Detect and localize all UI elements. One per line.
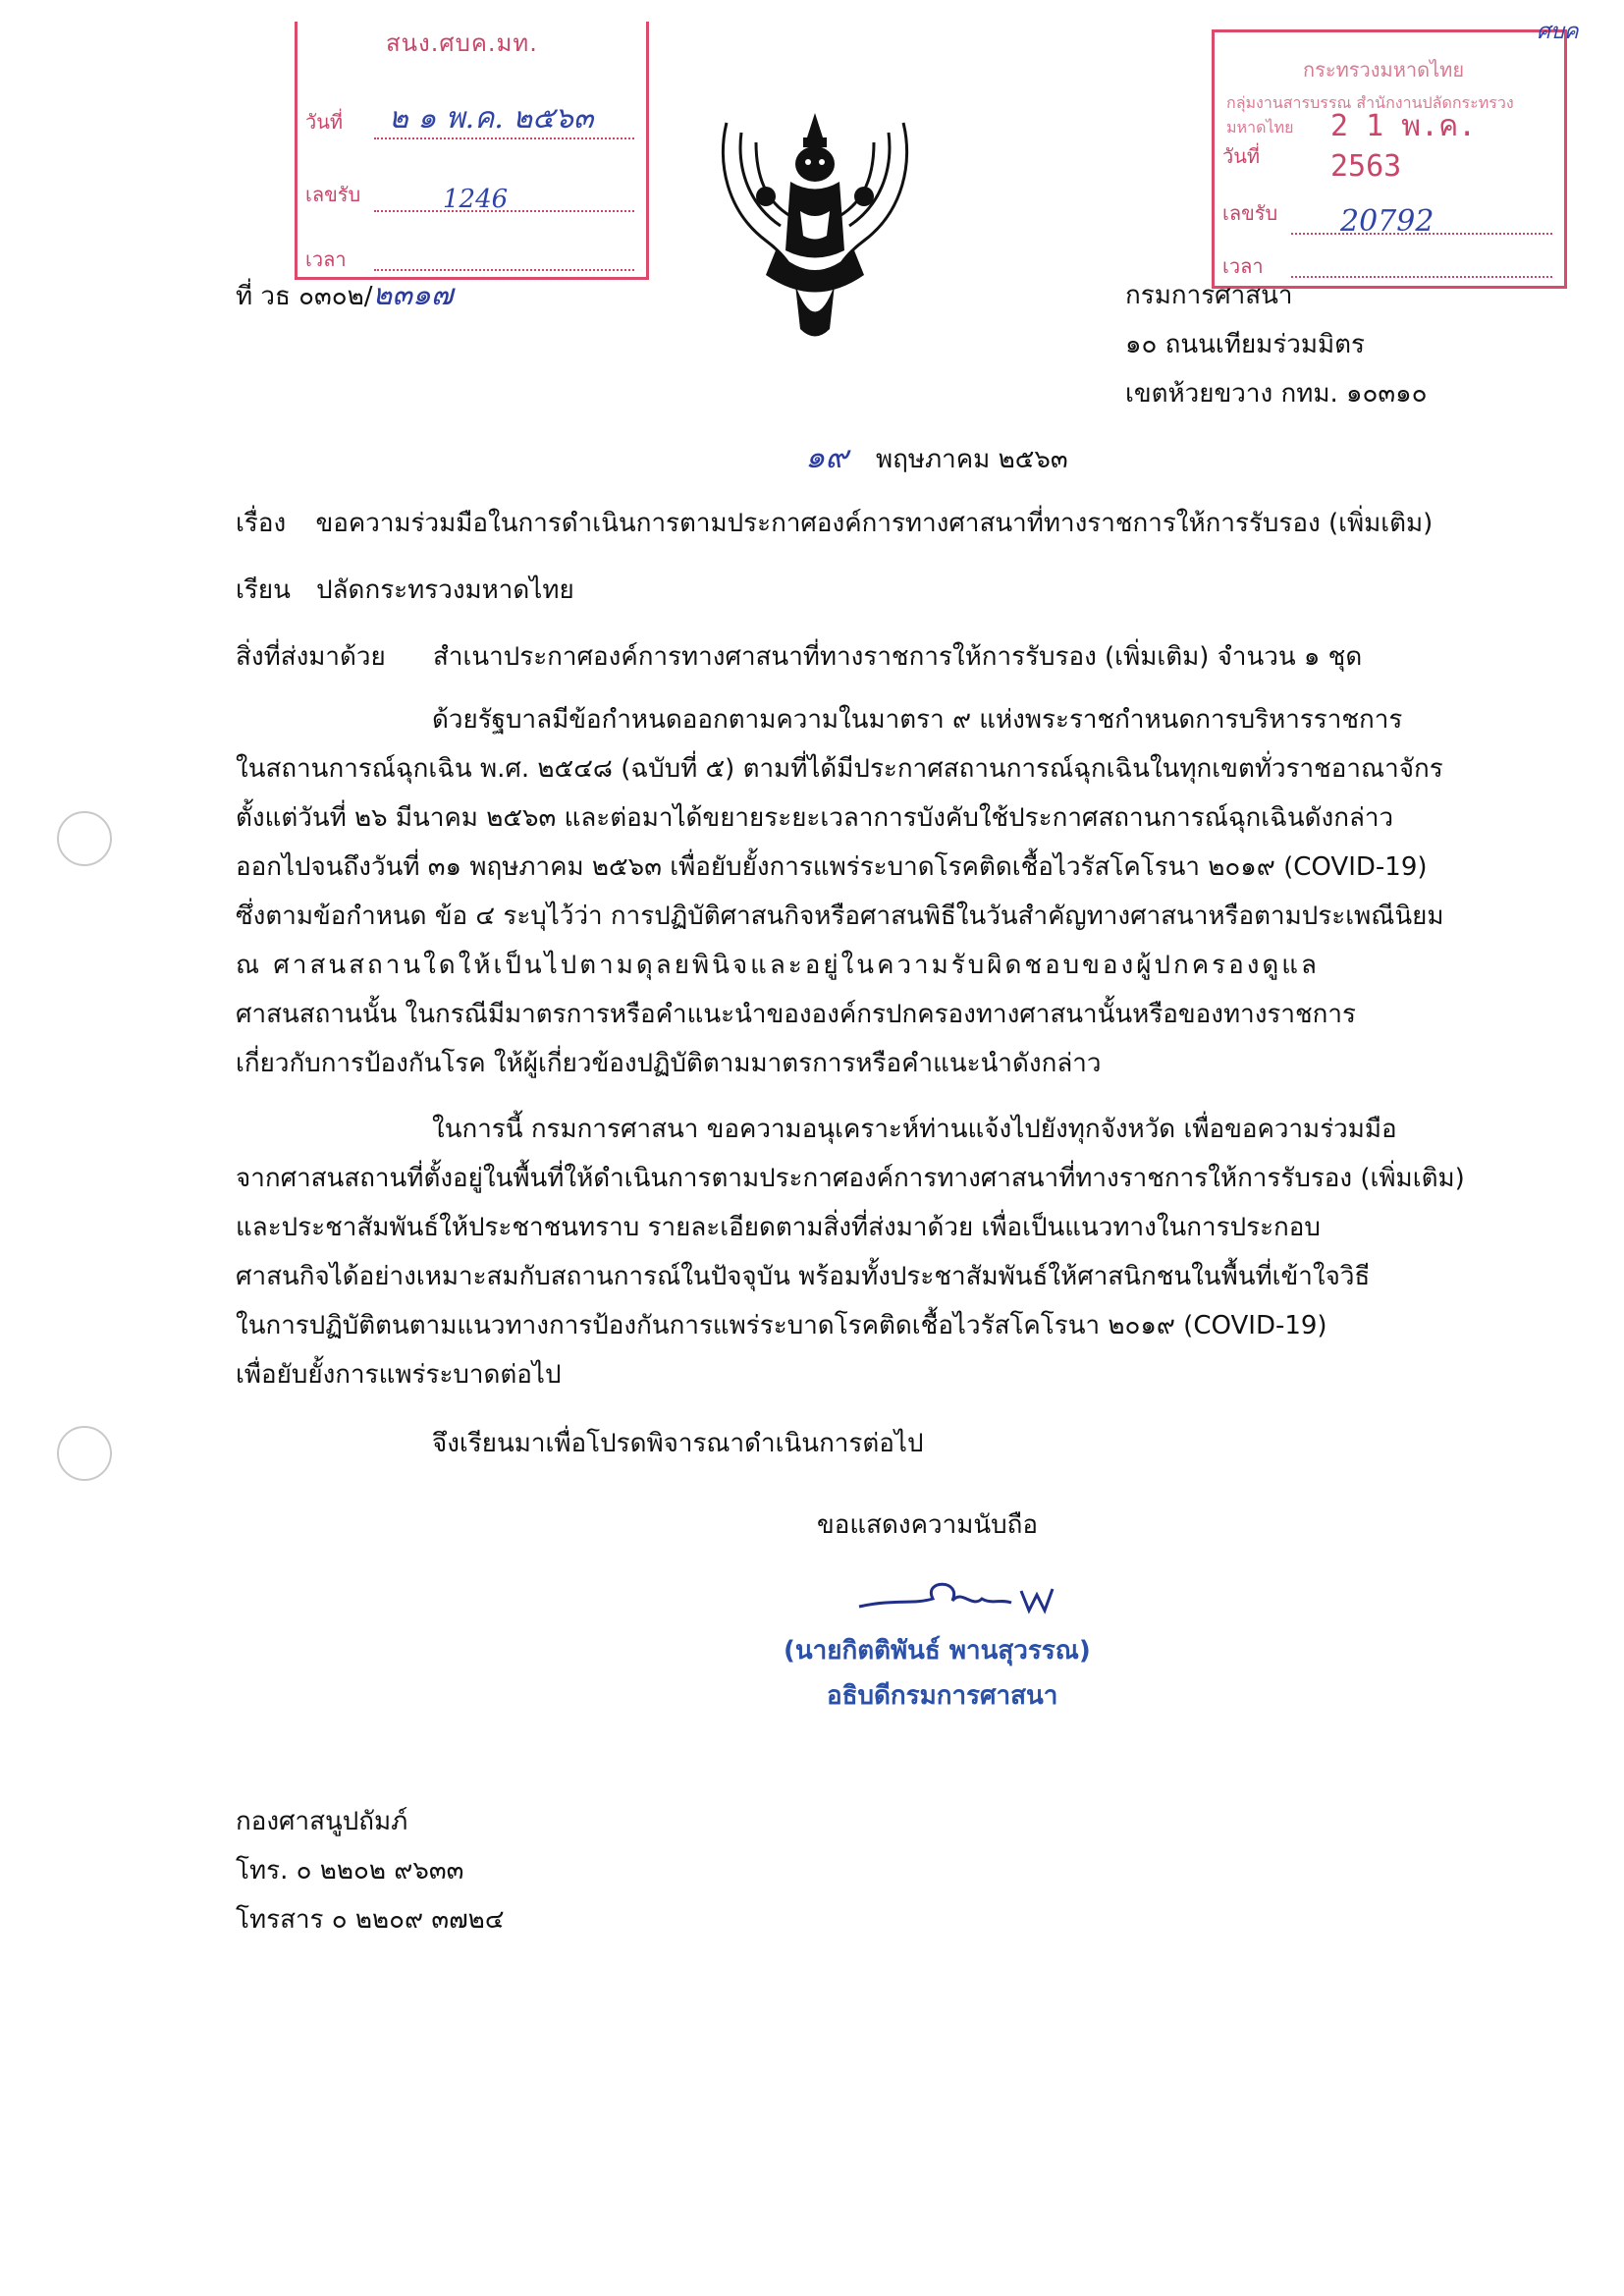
- punch-hole-top: [57, 811, 112, 866]
- sender-address-line-2: ๑๐ ถนนเทียมร่วมมิตร: [1125, 330, 1366, 359]
- para1-line: ออกไปจนถึงวันที่ ๓๑ พฤษภาคม ๒๕๖๓ เพื่อยับยั้งการแพร่ระบาดโรคติดเชื้อไวรัสโคโรนา ๒๐๑๙ (COVID-19): [236, 852, 1428, 882]
- regards-line: ขอแสดงความนับถือ: [817, 1510, 1038, 1540]
- signer-name: (นายกิตติพันธ์ พานสุวรรณ): [784, 1636, 1091, 1666]
- stamp-org: สนง.ศบค.มท.: [386, 29, 538, 57]
- recipient-label: เรียน: [236, 575, 291, 605]
- footer-department: กองศาสนูปถัมภ์: [236, 1807, 408, 1836]
- para2-line: จากศาสนสถานที่ตั้งอยู่ในพื้นที่ให้ดำเนินการตามประกาศองค์การทางศาสนาที่ทางราชการให้การรับรอง (เพิ่มเติม): [236, 1164, 1465, 1193]
- stamp-recv-row: [305, 179, 634, 218]
- stamp-right-org2: กลุ่มงานสารบรรณ สำนักงานปลัดกระทรวงมหาดไทย: [1226, 93, 1514, 137]
- punch-hole-bottom: [57, 1426, 112, 1481]
- garuda-emblem-icon: [707, 103, 923, 349]
- footer-fax: โทรสาร ๐ ๒๒๐๙ ๓๗๒๔: [236, 1905, 505, 1935]
- enclosure-text: สำเนาประกาศองค์การทางศาสนาที่ทางราชการให้การรับรอง (เพิ่มเติม) จำนวน ๑ ชุด: [433, 642, 1363, 672]
- stamp-right-date-label: วันที่: [1222, 144, 1261, 168]
- stamp-recv-label: เลขรับ: [305, 183, 361, 206]
- document-number: [236, 271, 453, 321]
- stamp-right-date-value: 2 1 พ.ค. 2563: [1330, 109, 1477, 184]
- document-number-handwritten: ๒๓๑๗: [372, 278, 454, 312]
- footer-phone: โทร. ๐ ๒๒๐๒ ๙๖๓๓: [236, 1856, 464, 1886]
- corner-handwritten-note: ศบค: [1537, 20, 1579, 44]
- stamp-right-recv-label: เลขรับ: [1222, 201, 1278, 225]
- stamp-right-org1: กระทรวงมหาดไทย: [1303, 58, 1465, 82]
- reception-stamp-left: [295, 22, 649, 280]
- stamp-date-value: ๒ ๑ พ.ค. ๒๕๖๓: [389, 101, 594, 136]
- sender-address-line-1: กรมการศาสนา: [1125, 281, 1293, 310]
- subject-line: [236, 499, 1433, 548]
- letter-date: [805, 432, 1068, 484]
- stamp-date-label: วันที่: [305, 110, 344, 134]
- body-paragraph-1: [236, 695, 1473, 1088]
- closing-line: จึงเรียนมาเพื่อโปรดพิจารณาดำเนินการต่อไป: [432, 1429, 924, 1458]
- subject-text: ขอความร่วมมือในการดำเนินการตามประกาศองค์การทางศาสนาที่ทางราชการให้การรับรอง (เพิ่มเติม): [315, 509, 1434, 538]
- body-paragraph-2: [236, 1105, 1473, 1399]
- enclosure-label: สิ่งที่ส่งมาด้วย: [236, 642, 386, 672]
- document-number-prefix: ที่ วธ ๐๓๐๒/: [236, 282, 373, 311]
- para1-line: ในสถานการณ์ฉุกเฉิน พ.ศ. ๒๕๔๘ (ฉบับที่ ๕) ตามที่ได้มีประกาศสถานการณ์ฉุกเฉินในทุกเขตทั่วราชอาณาจักร: [236, 754, 1443, 784]
- enclosure-line: [236, 632, 1362, 682]
- para2-line: ศาสนกิจได้อย่างเหมาะสมกับสถานการณ์ในปัจจุบัน พร้อมทั้งประชาสัมพันธ์ให้ศาสนิกชนในพื้นที่เข้าใจวิธี: [236, 1262, 1371, 1291]
- reception-stamp-right: [1212, 29, 1567, 289]
- stamp-right-recv-row: [1222, 197, 1552, 241]
- para2-line: ในการนี้ กรมการศาสนา ขอความอนุเคราะห์ท่านแจ้งไปยังทุกจังหวัด เพื่อขอความร่วมมือ: [432, 1115, 1397, 1144]
- stamp-right-recv-value: 20792: [1340, 204, 1435, 239]
- para1-line: ณ ศาสนสถานใดให้เป็นไปตามดุลยพินิจและอยู่ในความรับผิดชอบของผู้ปกครองดูแล: [236, 951, 1320, 980]
- subject-label: เรื่อง: [236, 509, 287, 538]
- para2-line: ในการปฏิบัติตนตามแนวทางการป้องกันการแพร่ระบาดโรคติดเชื้อไวรัสโคโรนา ๒๐๑๙ (COVID-19): [236, 1311, 1327, 1340]
- para2-line: เพื่อยับยั้งการแพร่ระบาดต่อไป: [236, 1360, 562, 1390]
- stamp-right-time-label: เวลา: [1222, 254, 1264, 278]
- recipient-line: [236, 566, 574, 615]
- para1-line: ศาสนสถานนั้น ในกรณีมีมาตรการหรือคำแนะนำขององค์กรปกครองทางศาสนานั้นหรือของทางราชการ: [236, 1000, 1356, 1029]
- sender-address-line-3: เขตห้วยขวาง กทม. ๑๐๓๑๐: [1125, 379, 1428, 409]
- para2-line: และประชาสัมพันธ์ให้ประชาชนทราบ รายละเอียดตามสิ่งที่ส่งมาด้วย เพื่อเป็นแนวทางในการประกอบ: [236, 1213, 1321, 1242]
- letter-date-day: ๑๙: [805, 438, 848, 475]
- para1-line: ตั้งแต่วันที่ ๒๖ มีนาคม ๒๕๖๓ และต่อมาได้ขยายระยะเวลาการบังคับใช้ประกาศสถานการณ์ฉุกเฉินดังกล่าว: [236, 803, 1394, 833]
- para1-line: เกี่ยวกับการป้องกันโรค ให้ผู้เกี่ยวข้องปฏิบัติตามมาตรการหรือคำแนะนำดังกล่าว: [236, 1049, 1102, 1078]
- stamp-date-row: [305, 101, 634, 145]
- signature-scribble: [854, 1569, 1060, 1628]
- para1-line: ซึ่งตามข้อกำหนด ข้อ ๔ ระบุไว้ว่า การปฏิบัติศาสนกิจหรือศาสนพิธีในวันสำคัญทางศาสนาหรือตามประเพณีนิยม: [236, 902, 1444, 931]
- stamp-time-label: เวลา: [305, 247, 347, 271]
- signer-title: อธิบดีกรมการศาสนา: [827, 1681, 1058, 1711]
- recipient-text: ปลัดกระทรวงมหาดไทย: [316, 575, 574, 605]
- letter-date-month-year: พฤษภาคม ๒๕๖๓: [876, 445, 1068, 474]
- stamp-recv-value: 1246: [443, 185, 509, 214]
- para1-line: ด้วยรัฐบาลมีข้อกำหนดออกตามความในมาตรา ๙ แห่งพระราชกำหนดการบริหารราชการ: [432, 705, 1403, 735]
